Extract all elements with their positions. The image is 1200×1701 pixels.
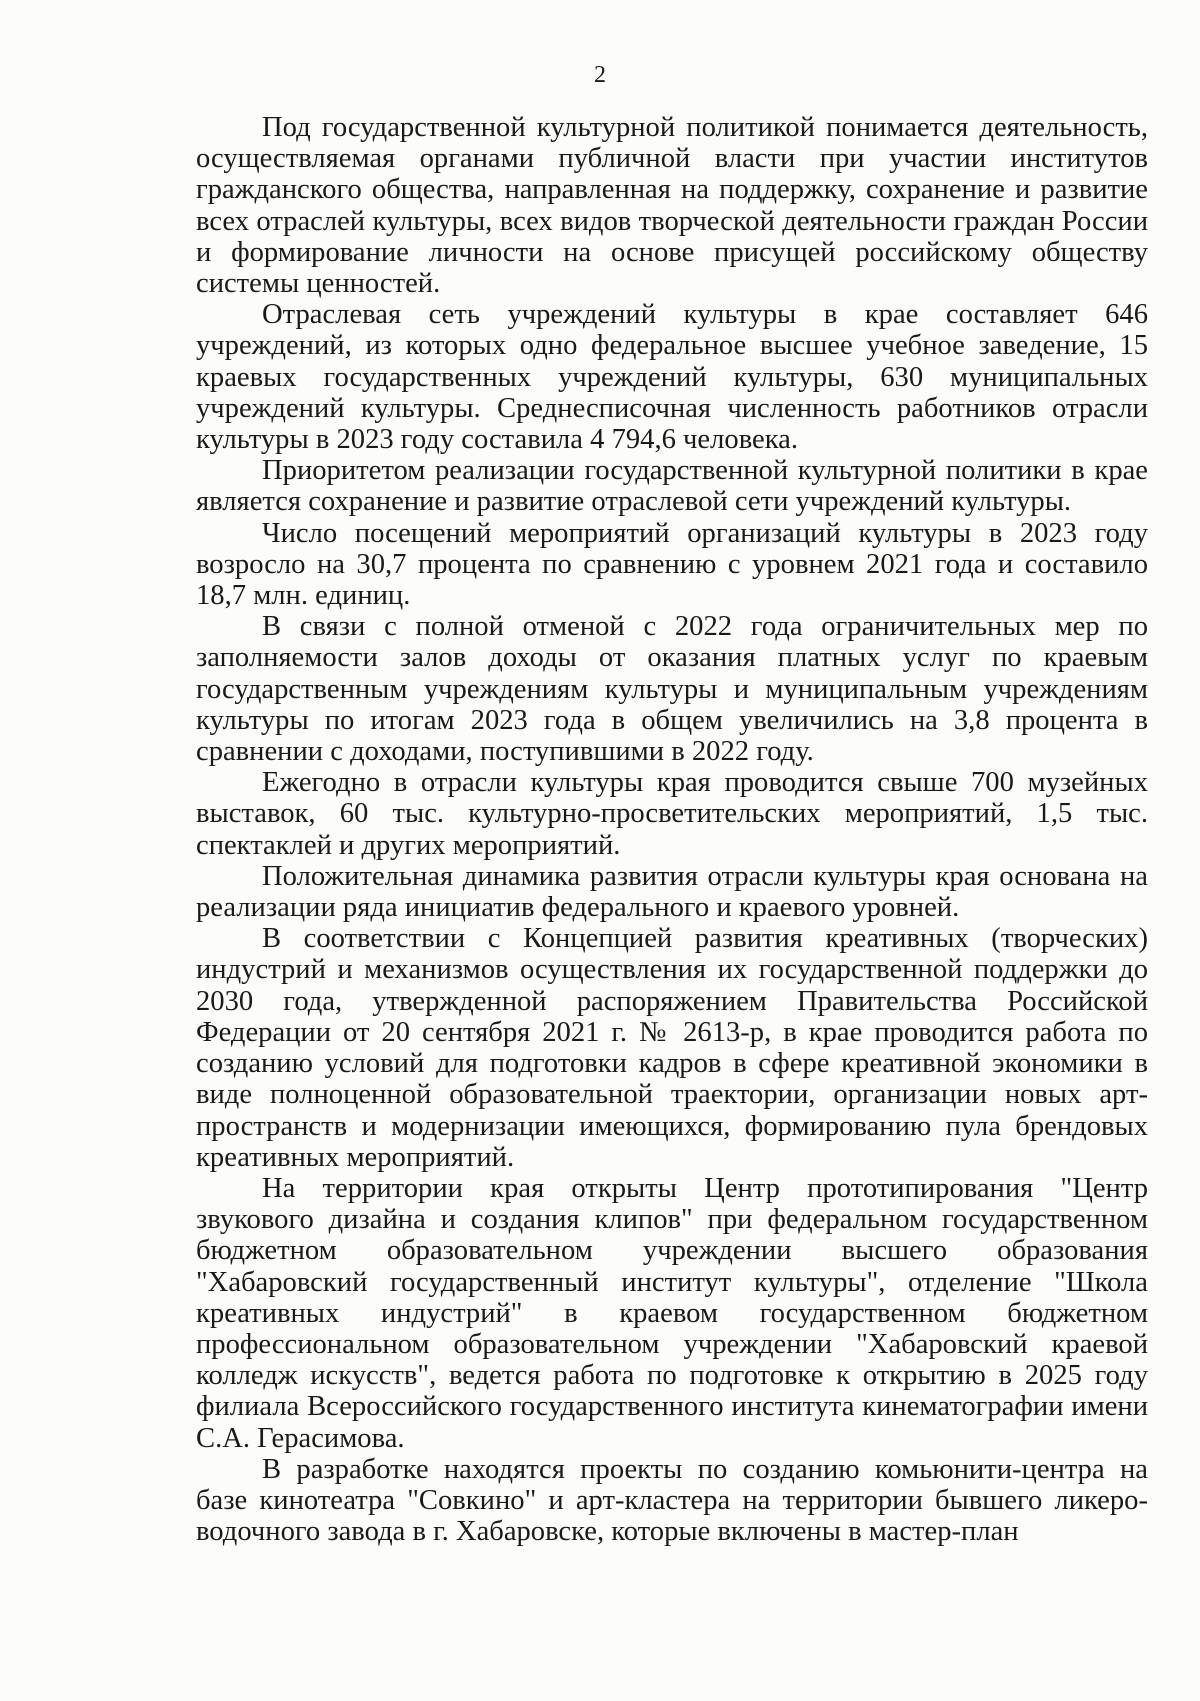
paragraph-cultural-policy: Под государственной культурной политикой понимается деятельность, осуществляемая органами публичной власти при участии институтов гражданского общества, направленная на поддержку, сохранение и развитие всех отраслей культуры, всех видов творческой деятельности граждан России и формирование личности на основе присущей российскому обществу системы ценностей.	[196, 112, 1148, 300]
paragraph-priority: Приоритетом реализации государственной культурной политики в крае является сохранение и развитие отраслевой сети учреждений культуры.	[196, 455, 1148, 518]
paragraph-annual-events: Ежегодно в отрасли культуры края проводится свыше 700 музейных выставок, 60 тыс. культурно-просветительских мероприятий, 1,5 тыс. спектаклей и других мероприятий.	[196, 767, 1148, 861]
paragraph-institution-network: Отраслевая сеть учреждений культуры в крае составляет 646 учреждений, из которых одно федеральное высшее учебное заведение, 15 краевых государственных учреждений культуры, 630 муниципальных учреждений культуры. Среднесписочная численность работников отрасли культуры в 2023 году составила 4 794,6 человека.	[196, 299, 1148, 456]
paragraph-creative-industries: В соответствии с Концепцией развития креативных (творческих) индустрий и механизмов осуществления их государственной поддержки до 2030 года, утвержденной распоряжением Правительства Российской Федерации от 20 сентября 2021 г. № 2613-р, в крае проводится работа по созданию условий для подготовки кадров в сфере креативной экономики в виде полноценной образовательной траектории, организации новых арт-пространств и модернизации имеющихся, формированию пула брендовых креативных мероприятий.	[196, 923, 1148, 1173]
paragraph-positive-dynamics: Положительная динамика развития отрасли культуры края основана на реализации ряда инициатив федерального и краевого уровней.	[196, 860, 1148, 924]
paragraph-opened-centers: На территории края открыты Центр прототипирования "Центр звукового дизайна и создания клипов" при федеральном государственном бюджетном образовательном учреждении высшего образования "Хабаровский государственный институт культуры", отделение "Школа креативных индустрий" в краевом государственном бюджетном профессиональном образовательном учреждении "Хабаровский краевой колледж искусств", ведется работа по подготовке к открытию в 2025 году филиала Всероссийского государственного института кинематографии имени С.А. Герасимова.	[196, 1172, 1148, 1454]
body-text	[196, 112, 1148, 1547]
page-number: 2	[594, 62, 606, 88]
paragraph-income: В связи с полной отменой с 2022 года ограничительных мер по заполняемости залов доходы от оказания платных услуг по краевым государственным учреждениям культуры и муниципальным учреждениям культуры по итогам 2023 года в общем увеличились на 3,8 процента в сравнении с доходами, поступившими в 2022 году.	[196, 611, 1148, 768]
paragraph-visits: Число посещений мероприятий организаций культуры в 2023 году возросло на 30,7 процента по сравнению с уровнем 2021 года и составило 18,7 млн. единиц.	[196, 517, 1148, 612]
paragraph-projects: В разработке находятся проекты по созданию комьюнити-центра на базе кинотеатра "Совкино" и арт-кластера на территории бывшего ликеро-водочного завода в г. Хабаровске, которые включены в мастер-план	[196, 1453, 1148, 1548]
